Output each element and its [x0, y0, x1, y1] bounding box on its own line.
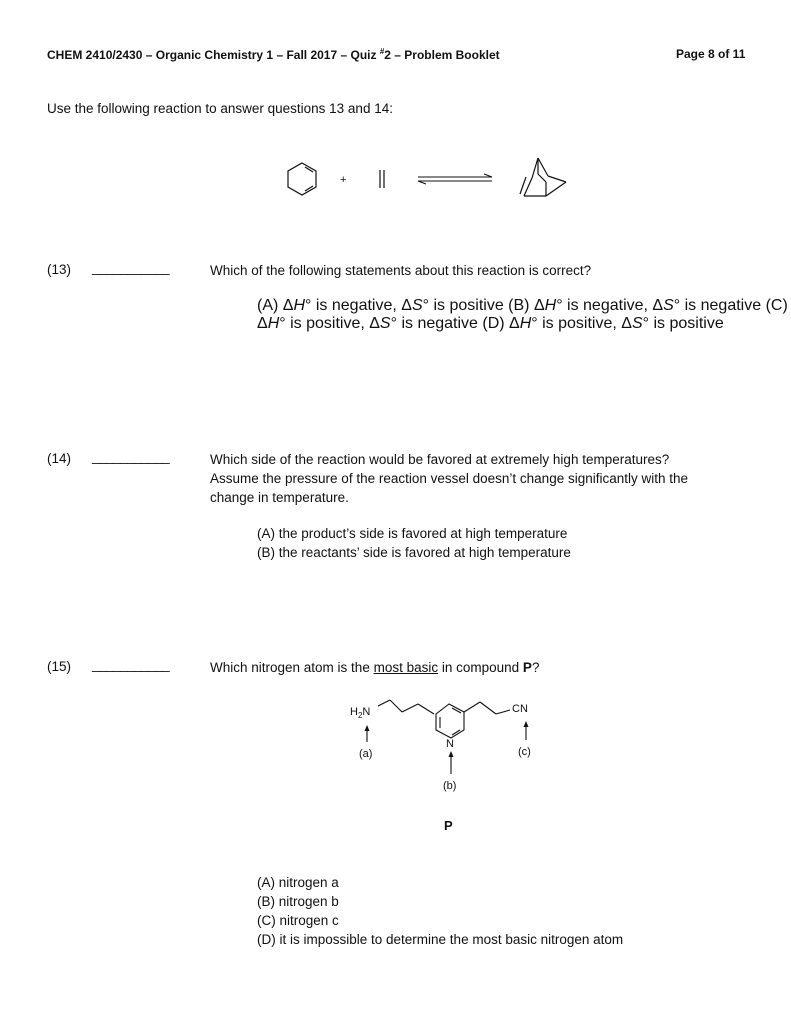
pyridine-n-label: N — [446, 738, 454, 750]
question-15-text — [210, 658, 539, 677]
cyclohexadiene-structure — [288, 163, 316, 195]
ethylene-structure — [380, 170, 384, 188]
amine-subscript: 2 — [357, 711, 363, 720]
question-15-text-middle: in compound — [438, 660, 523, 675]
question-15-option-c: (C) nitrogen c — [257, 913, 339, 928]
question-15-number: (15) — [47, 659, 72, 674]
quiz-number-mark: # — [379, 47, 385, 56]
question-14-text-line-2: Assume the pressure of the reaction vessel doesn’t change significantly with the — [210, 471, 689, 486]
label-c: (c) — [518, 746, 531, 758]
diels-alder-reaction-scheme — [270, 150, 590, 210]
question-15-option-b: (B) nitrogen b — [257, 894, 339, 909]
question-15-answer-blank[interactable]: ___________ — [92, 657, 170, 672]
question-15-compound-ref: P — [522, 660, 532, 675]
label-a: (a) — [359, 748, 373, 760]
equilibrium-arrows — [418, 174, 492, 184]
question-13-number: (13) — [47, 262, 72, 277]
amine-h-label: H — [350, 706, 358, 718]
question-14-number: (14) — [47, 451, 72, 466]
bicyclooctene-structure — [520, 158, 566, 196]
question-15-options — [257, 873, 623, 949]
question-13-options: (A) ΔH° is negative, ΔS° is positive (B) ΔH° is negative, ΔS° is negative (C) ΔH° is positive, ΔS° is negative (D) ΔH° is positive, ΔS° is positive — [257, 297, 788, 332]
course-title: CHEM 2410/2430 – Organic Chemistry 1 – Fall 2017 – Quiz — [47, 48, 380, 62]
question-14-text — [210, 450, 688, 507]
reaction-plus-sign: + — [340, 174, 347, 186]
question-14-answer-blank[interactable]: ___________ — [92, 449, 170, 464]
question-14-option-a: (A) the product’s side is favored at high temperature — [257, 526, 568, 541]
question-15-text-end: ? — [531, 660, 540, 675]
question-15-option-a: (A) nitrogen a — [257, 875, 339, 890]
question-14-option-b: (B) the reactants’ side is favored at high temperature — [257, 545, 571, 560]
compound-p-label: P — [444, 818, 453, 833]
intro-text: Use the following reaction to answer questions 13 and 14: — [47, 101, 393, 116]
nitrile-label: CN — [512, 703, 528, 715]
svg-text:H2N — [350, 706, 370, 720]
amine-n-label: N — [362, 706, 371, 718]
label-b: (b) — [443, 780, 457, 792]
question-13-answer-blank[interactable]: ___________ — [92, 260, 170, 275]
question-15-text-start: Which nitrogen atom is the — [210, 660, 374, 675]
page-header-title — [47, 47, 500, 62]
question-14-text-line-3: change in temperature. — [210, 490, 349, 505]
page-number: Page 8 of 11 — [676, 47, 746, 61]
booklet-title: 2 – Problem Booklet — [384, 48, 500, 62]
question-14-text-line-1: Which side of the reaction would be favored at extremely high temperatures? — [210, 452, 670, 467]
question-13-text: Which of the following statements about this reaction is correct? — [210, 263, 592, 278]
question-15-emphasis: most basic — [373, 660, 439, 675]
question-15-option-d: (D) it is impossible to determine the most basic nitrogen atom — [257, 932, 624, 947]
question-14-options — [257, 524, 571, 562]
